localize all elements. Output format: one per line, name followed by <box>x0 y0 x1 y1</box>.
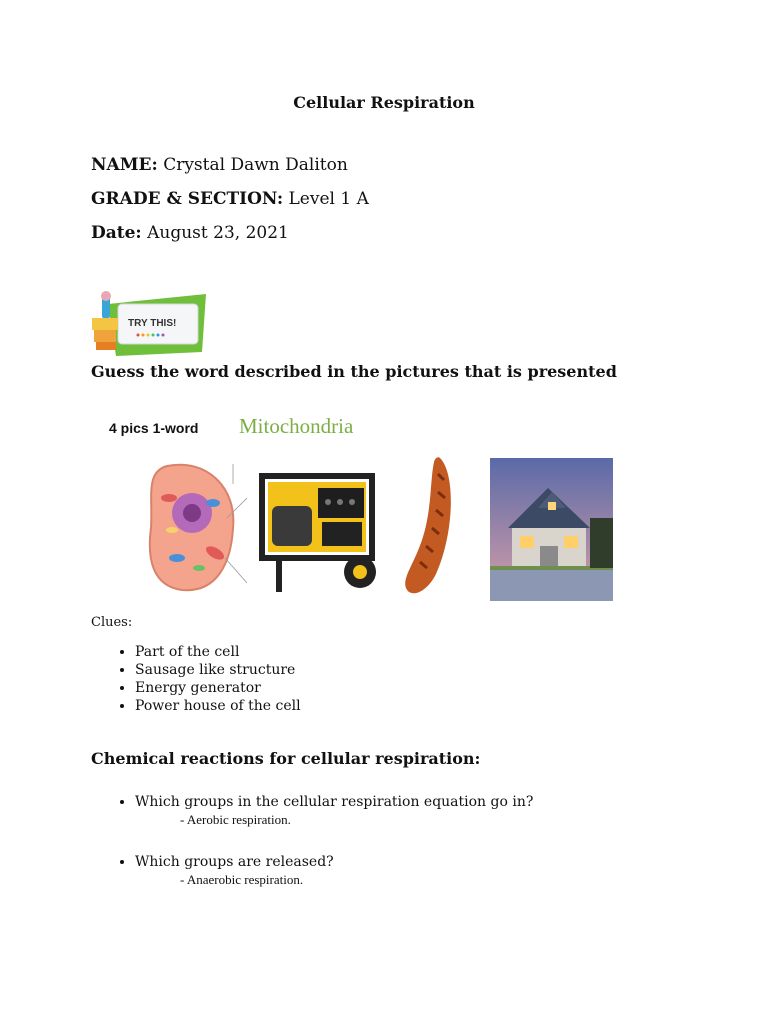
list-item: • Part of the cell <box>135 643 301 661</box>
clues-label: Clues: <box>91 615 133 630</box>
date-value: August 23, 2021 <box>147 223 289 243</box>
answer-text: - Anaerobic respiration. <box>180 872 304 887</box>
date-label: Date: <box>91 223 142 243</box>
game-label: 4 pics 1-word <box>109 420 199 436</box>
list-item: • Power house of the cell <box>135 697 301 715</box>
date-field <box>91 223 289 243</box>
page-title: Cellular Respiration <box>293 93 475 112</box>
try-this-text: TRY THIS! <box>128 318 177 329</box>
question-item <box>135 793 533 829</box>
cartoon-pencil-icon <box>92 291 118 350</box>
sausage-image <box>400 454 460 600</box>
try-this-badge-icon <box>90 290 212 362</box>
generator-image <box>256 462 380 598</box>
house-image <box>490 458 613 601</box>
list-item: • Sausage like structure <box>135 661 301 679</box>
answer-text: - Aerobic respiration. <box>180 812 291 827</box>
question-list <box>91 853 334 889</box>
question-item <box>135 853 334 889</box>
instruction: Guess the word described in the pictures that is presented <box>91 362 617 381</box>
clues-list <box>91 643 301 715</box>
grade-label: GRADE & SECTION: <box>91 189 284 209</box>
game-answer: Mitochondria <box>239 414 354 438</box>
question-list <box>91 793 533 829</box>
name-value: Crystal Dawn Daliton <box>163 155 348 175</box>
grade-value: Level 1 A <box>288 189 369 209</box>
question-text: Which groups are released? <box>135 854 334 870</box>
list-item: • Energy generator <box>135 679 301 697</box>
grade-field <box>91 189 369 209</box>
name-label: NAME: <box>91 155 158 175</box>
reactions-heading: Chemical reactions for cellular respiration: <box>91 749 481 768</box>
question-text: Which groups in the cellular respiration equation go in? <box>135 794 534 810</box>
animal-cell-image <box>137 458 247 598</box>
name-field <box>91 155 348 175</box>
